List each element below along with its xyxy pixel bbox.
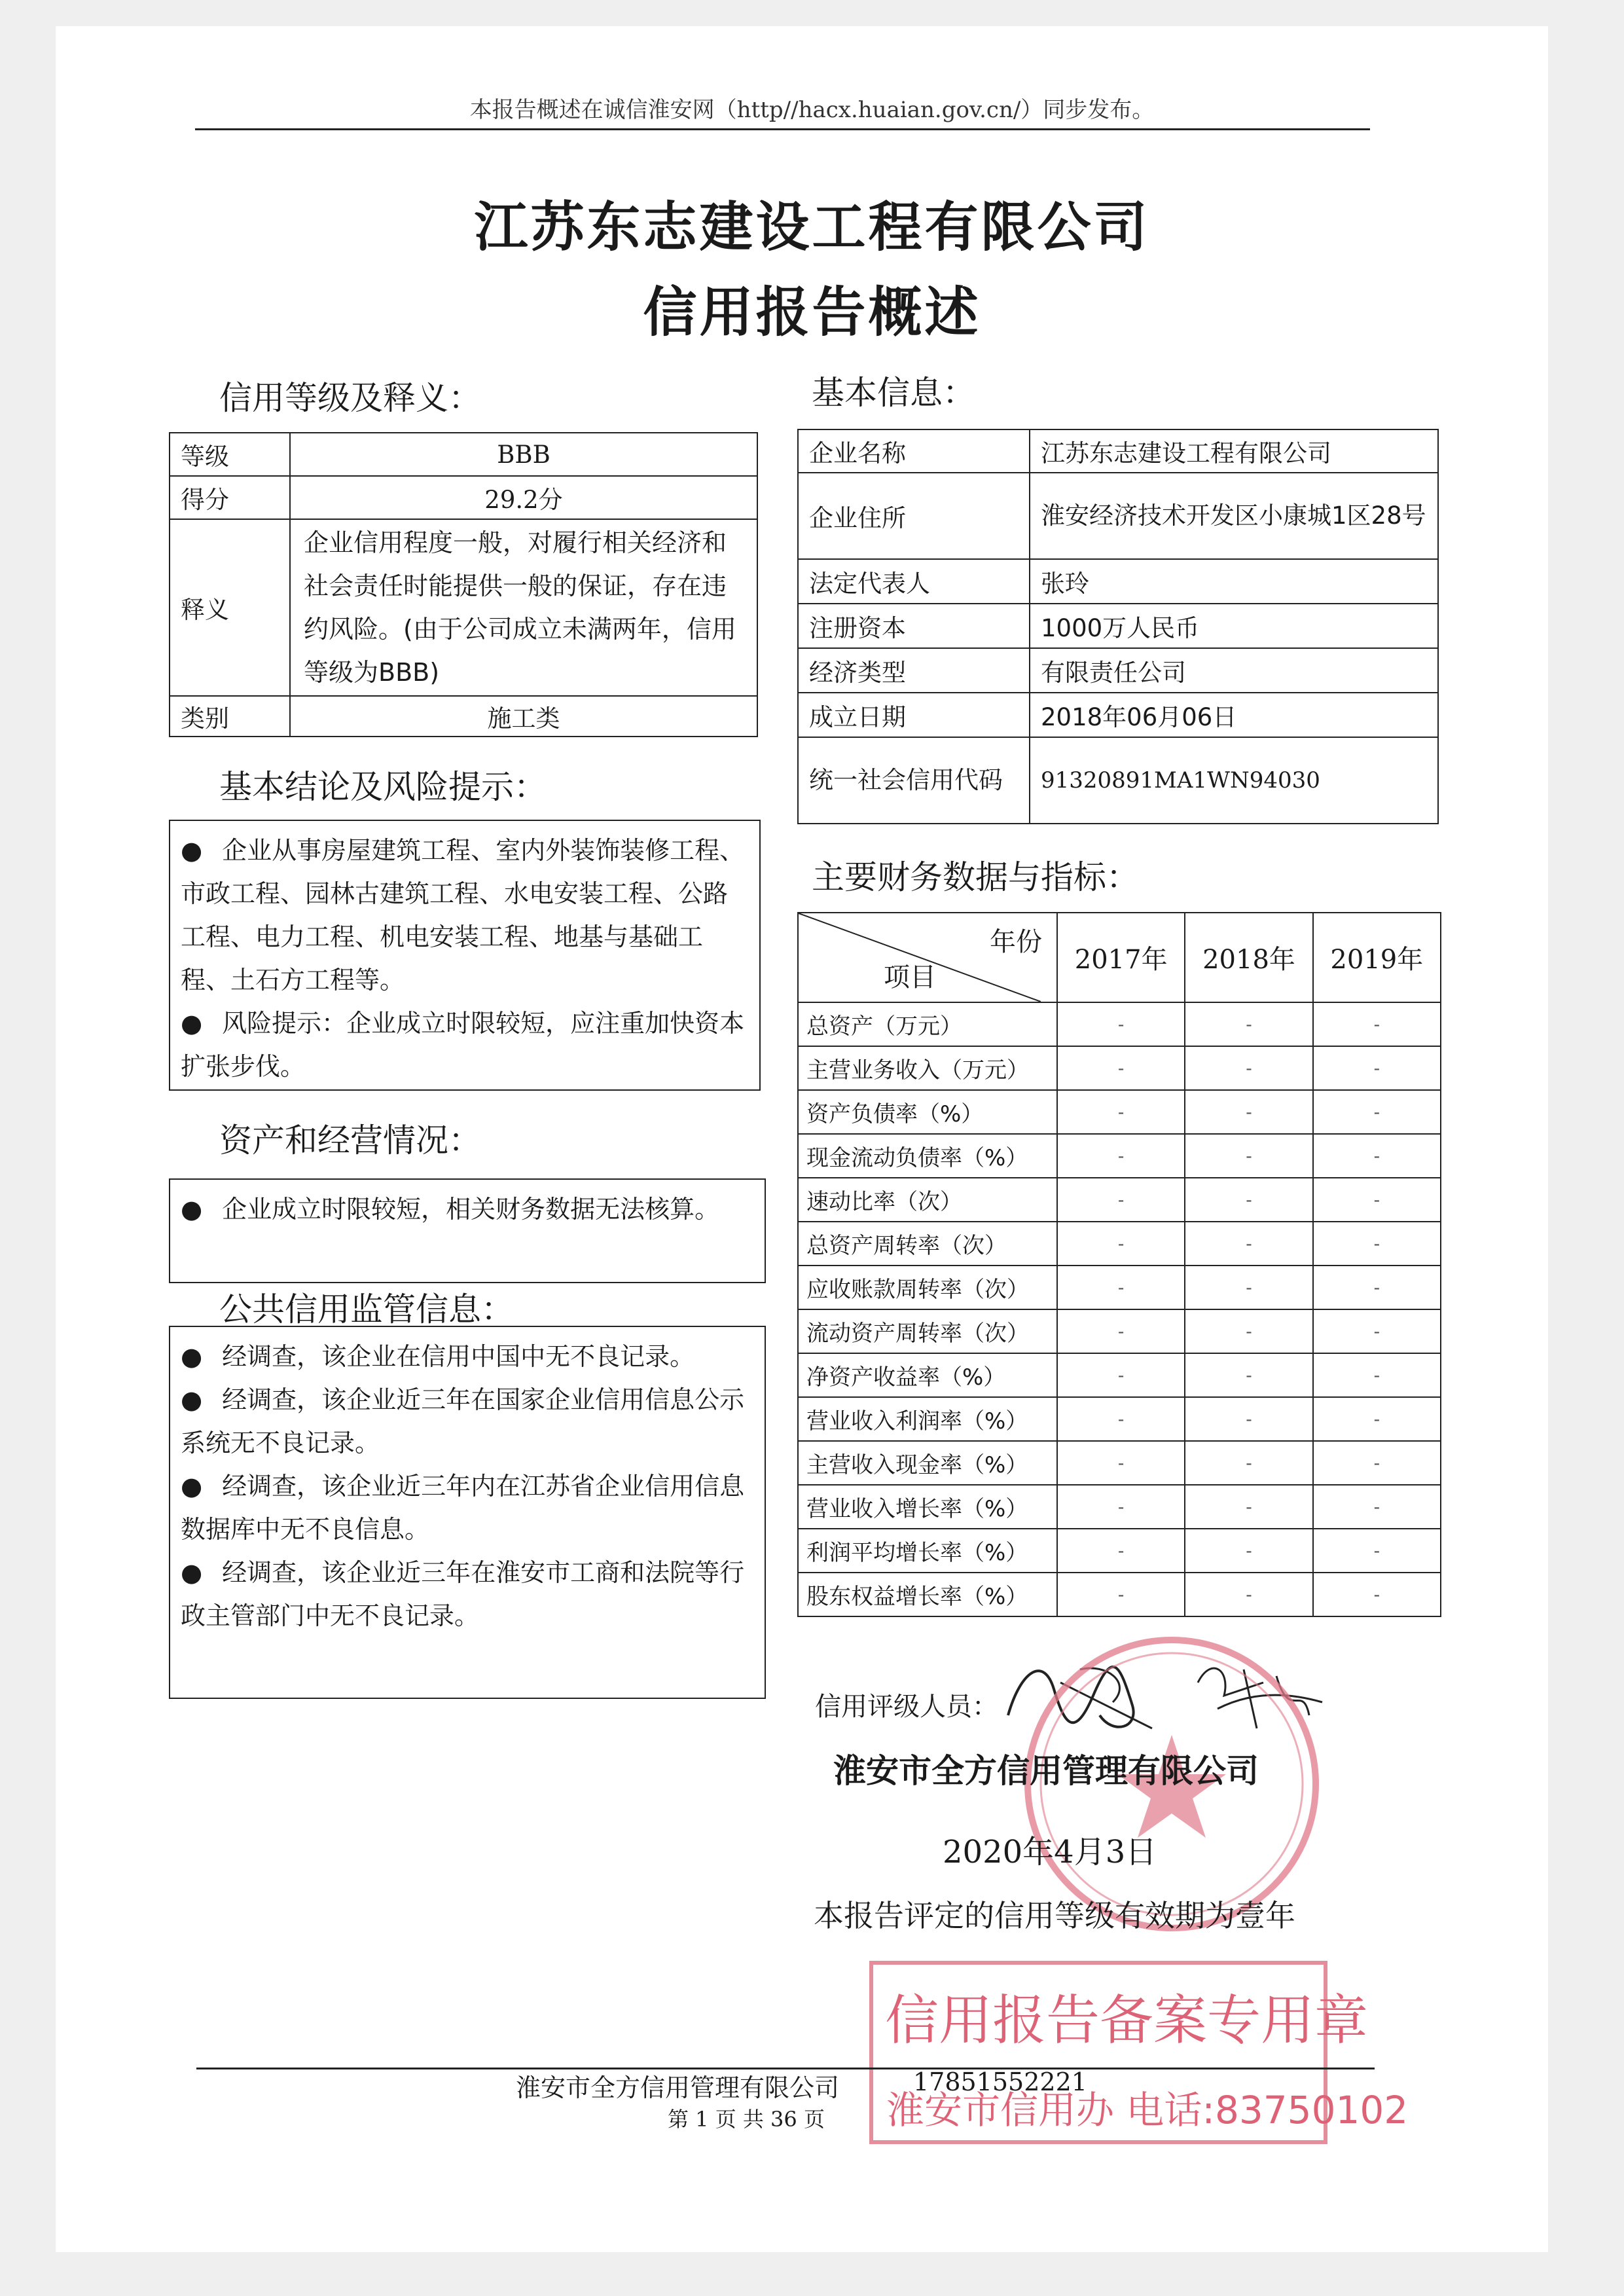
corner-item-label: 项目	[884, 962, 936, 993]
table-row	[170, 476, 757, 519]
filing-stamp-phone: 淮安市信用办 电话:83750102	[886, 2088, 1409, 2132]
rating-table	[169, 432, 758, 737]
founded-value: 2018年06月06日	[1030, 693, 1438, 737]
finance-cell: -	[1185, 1222, 1312, 1266]
year-header: 2017年	[1057, 913, 1185, 1002]
finance-row-label: 现金流动负债率（%）	[798, 1134, 1057, 1178]
conclusion-box	[169, 820, 761, 1091]
rating-org-name: 淮安市全方信用管理有限公司	[833, 1752, 1259, 1790]
finance-cell: -	[1057, 1090, 1185, 1134]
finance-cell: -	[1313, 1134, 1441, 1178]
assets-item: 企业成立时限较短，相关财务数据无法核算。	[222, 1195, 720, 1224]
finance-cell: -	[1313, 1309, 1441, 1353]
assets-box	[169, 1178, 766, 1283]
table-row	[798, 429, 1438, 473]
grade-value: BBB	[290, 433, 757, 476]
basic-heading: 基本信息：	[812, 374, 975, 412]
finance-cell: -	[1057, 1309, 1185, 1353]
basic-info-table	[797, 429, 1439, 824]
validity-note: 本报告评定的信用等级有效期为壹年	[814, 1898, 1295, 1933]
finance-row-label: 股东权益增长率（%）	[798, 1573, 1057, 1616]
filing-stamp	[869, 1961, 1409, 2144]
credit-code-value: 91320891MA1WN94030	[1030, 737, 1438, 824]
finance-row-label: 主营业务收入（万元）	[798, 1046, 1057, 1090]
finance-cell: -	[1057, 1046, 1185, 1090]
finance-cell: -	[1185, 1309, 1312, 1353]
address-value: 淮安经济技术开发区小康城1区28号	[1030, 473, 1438, 559]
table-row	[798, 1397, 1441, 1441]
rater-label: 信用评级人员：	[815, 1692, 998, 1722]
table-row	[798, 1002, 1441, 1046]
bullet-icon: ●	[181, 1342, 203, 1371]
table-row	[798, 1178, 1441, 1222]
finance-rows	[798, 1002, 1441, 1616]
table-row	[798, 1485, 1441, 1529]
public-item: 经调查，该企业在信用中国中无不良记录。	[222, 1342, 695, 1371]
finance-cell: -	[1057, 1485, 1185, 1529]
finance-cell: -	[1057, 1573, 1185, 1616]
finance-row-label: 总资产周转率（次）	[798, 1222, 1057, 1266]
table-row	[170, 519, 757, 696]
year-header: 2019年	[1313, 913, 1441, 1002]
finance-cell: -	[1057, 1529, 1185, 1573]
finance-row-label: 主营收入现金率（%）	[798, 1441, 1057, 1485]
header-rule	[195, 128, 1370, 130]
finance-row-label: 资产负债率（%）	[798, 1090, 1057, 1134]
finance-cell: -	[1313, 1046, 1441, 1090]
table-row	[798, 1529, 1441, 1573]
footer-company: 淮安市全方信用管理有限公司	[516, 2073, 840, 2102]
table-row	[798, 473, 1438, 559]
finance-cell: -	[1185, 1134, 1312, 1178]
legal-rep-value: 张玲	[1030, 559, 1438, 604]
finance-cell: -	[1185, 1090, 1312, 1134]
finance-cell: -	[1057, 1134, 1185, 1178]
finance-cell: -	[1313, 1178, 1441, 1222]
assets-heading: 资产和经营情况：	[219, 1121, 481, 1159]
finance-row-label: 流动资产周转率（次）	[798, 1309, 1057, 1353]
table-row	[798, 604, 1438, 648]
address-label: 企业住所	[798, 473, 1030, 559]
finance-cell: -	[1185, 1046, 1312, 1090]
finance-cell: -	[1185, 1529, 1312, 1573]
finance-row-label: 净资产收益率（%）	[798, 1353, 1057, 1397]
table-row	[798, 913, 1441, 1002]
table-row	[798, 1134, 1441, 1178]
conclusion-heading: 基本结论及风险提示：	[219, 768, 547, 806]
finance-cell: -	[1185, 1002, 1312, 1046]
table-row	[798, 1046, 1441, 1090]
page-number: 第 1 页 共 36 页	[668, 2107, 825, 2132]
bullet-icon: ●	[181, 836, 203, 865]
public-item: 经调查，该企业近三年在淮安市工商和法院等行政主管部门中无不良记录。	[181, 1558, 745, 1630]
finance-cell: -	[1185, 1353, 1312, 1397]
finance-table	[797, 912, 1441, 1617]
capital-value: 1000万人民币	[1030, 604, 1438, 648]
finance-cell: -	[1057, 1222, 1185, 1266]
econ-type-value: 有限责任公司	[1030, 648, 1438, 693]
corner-year-label: 年份	[990, 927, 1042, 957]
company-name-value: 江苏东志建设工程有限公司	[1030, 429, 1438, 473]
risk-item: 风险提示：企业成立时限较短，应注重加快资本扩张步伐。	[181, 1009, 745, 1081]
table-row	[798, 1222, 1441, 1266]
category-value: 施工类	[290, 696, 757, 737]
finance-row-label: 总资产（万元）	[798, 1002, 1057, 1046]
finance-row-label: 营业收入增长率（%）	[798, 1485, 1057, 1529]
public-box	[169, 1326, 766, 1699]
table-row	[798, 1573, 1441, 1616]
capital-label: 注册资本	[798, 604, 1030, 648]
finance-cell: -	[1313, 1353, 1441, 1397]
finance-cell: -	[1313, 1441, 1441, 1485]
finance-row-label: 利润平均增长率（%）	[798, 1529, 1057, 1573]
finance-cell: -	[1185, 1485, 1312, 1529]
finance-row-label: 营业收入利润率（%）	[798, 1397, 1057, 1441]
bullet-icon: ●	[181, 1472, 203, 1501]
meaning-value: 企业信用程度一般，对履行相关经济和社会责任时能提供一般的保证，存在违约风险。(由于公司成立未满两年，信用等级为BBB)	[290, 519, 757, 696]
table-row	[170, 696, 757, 737]
score-label: 得分	[170, 476, 290, 519]
table-row	[798, 648, 1438, 693]
company-name-label: 企业名称	[798, 429, 1030, 473]
finance-cell: -	[1313, 1573, 1441, 1616]
finance-cell: -	[1057, 1178, 1185, 1222]
finance-cell: -	[1313, 1222, 1441, 1266]
table-row	[798, 693, 1438, 737]
bullet-icon: ●	[181, 1385, 203, 1414]
finance-cell: -	[1057, 1353, 1185, 1397]
conclusion-item: 企业从事房屋建筑工程、室内外装饰装修工程、市政工程、园林古建筑工程、水电安装工程、公路工程、电力工程、机电安装工程、地基与基础工程、土石方工程等。	[181, 836, 745, 994]
rating-heading: 信用等级及释义：	[219, 379, 481, 417]
footer-phone: 17851552221	[913, 2068, 1087, 2096]
founded-label: 成立日期	[798, 693, 1030, 737]
category-label: 类别	[170, 696, 290, 737]
finance-cell: -	[1057, 1002, 1185, 1046]
finance-cell: -	[1057, 1441, 1185, 1485]
bullet-icon: ●	[181, 1009, 203, 1038]
finance-cell: -	[1313, 1090, 1441, 1134]
table-row	[798, 1353, 1441, 1397]
year-header: 2018年	[1185, 913, 1312, 1002]
table-row	[170, 433, 757, 476]
table-row	[798, 1441, 1441, 1485]
finance-cell: -	[1185, 1178, 1312, 1222]
header-note: 本报告概述在诚信淮安网（http//hacx.huaian.gov.cn/）同步发布。	[469, 97, 1155, 123]
public-heading: 公共信用监管信息：	[219, 1290, 514, 1328]
meaning-label: 释义	[170, 519, 290, 696]
finance-cell: -	[1057, 1397, 1185, 1441]
bullet-icon: ●	[181, 1558, 203, 1587]
finance-cell: -	[1185, 1266, 1312, 1309]
finance-cell: -	[1313, 1002, 1441, 1046]
finance-row-label: 应收账款周转率（次）	[798, 1266, 1057, 1309]
finance-cell: -	[1313, 1397, 1441, 1441]
finance-cell: -	[1057, 1266, 1185, 1309]
rating-date: 2020年4月3日	[943, 1834, 1157, 1870]
finance-cell: -	[1313, 1485, 1441, 1529]
finance-cell: -	[1185, 1397, 1312, 1441]
finance-cell: -	[1185, 1441, 1312, 1485]
table-row	[798, 1090, 1441, 1134]
score-value: 29.2分	[290, 476, 757, 519]
grade-label: 等级	[170, 433, 290, 476]
legal-rep-label: 法定代表人	[798, 559, 1030, 604]
econ-type-label: 经济类型	[798, 648, 1030, 693]
document-title-report: 信用报告概述	[643, 282, 981, 344]
finance-cell: -	[1313, 1266, 1441, 1309]
table-row	[798, 1309, 1441, 1353]
finance-row-label: 速动比率（次）	[798, 1178, 1057, 1222]
table-row	[798, 1266, 1441, 1309]
document-title-company: 江苏东志建设工程有限公司	[474, 196, 1150, 259]
public-item: 经调查，该企业近三年内在江苏省企业信用信息数据库中无不良信息。	[181, 1472, 745, 1544]
filing-stamp-title: 信用报告备案专用章	[885, 1990, 1369, 2052]
public-item: 经调查，该企业近三年在国家企业信用信息公示系统无不良记录。	[181, 1385, 745, 1457]
credit-code-label: 统一社会信用代码	[798, 737, 1030, 824]
finance-cell: -	[1185, 1573, 1312, 1616]
finance-heading: 主要财务数据与指标：	[812, 858, 1139, 896]
finance-cell: -	[1313, 1529, 1441, 1573]
table-row	[798, 559, 1438, 604]
bullet-icon: ●	[181, 1195, 203, 1224]
corner-cell	[798, 913, 1057, 1002]
table-row	[798, 737, 1438, 824]
